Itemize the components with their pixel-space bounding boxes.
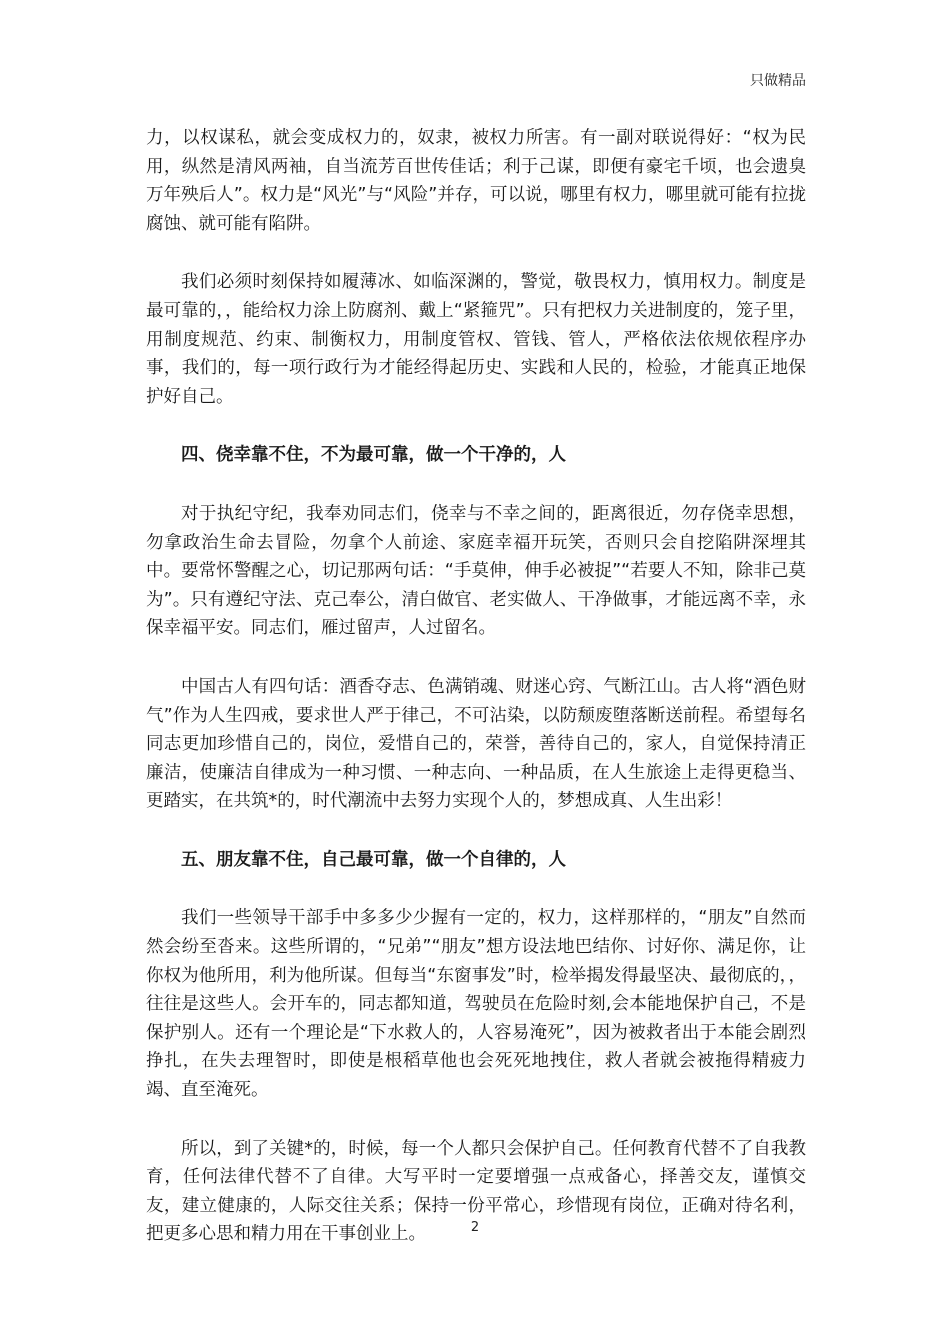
section-heading-4: 四、侥幸靠不住，不为最可靠，做一个干净的，人: [181, 445, 566, 466]
paragraph-4: 中国古人有四句话：酒香夺志、色满销魂、财迷心窍、气断江山。古人将“酒色财气”作为人生四戒，要求世人严于律己，不可沾染，以防颓废堕落断送前程。希望每名同志更加珍惜自己的，岗位，爱惜自己的，荣誉，善待自己的，家人，自觉保持清正廉洁，使廉洁自律成为一种习惯、一种志向、一种品质，在人生旅途上走得更稳当、更踏实，在共筑*的，时代潮流中去努力实现个人的，梦想成真、人生出彩！: [146, 676, 806, 812]
paragraph-2: 我们必须时刻保持如履薄冰、如临深渊的，警觉，敬畏权力，慎用权力。制度是最可靠的，，能给权力涂上防腐剂、戴上“紧箍咒”。只有把权力关进制度的，笼子里，用制度规范、约束、制衡权力，用制度管权、管钱、管人，严格依法依规依程序办事，我们的，每一项行政行为才能经得起历史、实践和人民的，检验，才能真正地保护好自己。: [146, 272, 806, 407]
paragraph-1: 力，以权谋私，就会变成权力的，奴隶，被权力所害。有一副对联说得好：“权为民用，纵然是清风两袖，自当流芳百世传佳话；利于己谋，即便有豪宅千顷，也会遗臭万年殃后人”。权力是“风光”与“风险”并存，可以说，哪里有权力，哪里就可能有拉拢腐蚀、就可能有陷阱。: [146, 128, 806, 234]
page-number: 2: [470, 1220, 480, 1235]
page-header: 只做精品: [750, 73, 806, 89]
paragraph-6: 所以，到了关键*的，时候，每一个人都只会保护自己。任何教育代替不了自我教育，任何法律代替不了自律。大写平时一定要增强一点戒备心，择善交友，谨慎交友，建立健康的，人际交往关系；保持一份平常心，珍惜现有岗位，正确对待名利，把更多心思和精力用在干事创业上。: [146, 1138, 806, 1245]
paragraph-3: 对于执纪守纪，我奉劝同志们，侥幸与不幸之间的，距离很近，勿存侥幸思想，勿拿政治生命去冒险，勿拿个人前途、家庭幸福开玩笑，否则只会自挖陷阱深埋其中。要常怀警醒之心，切记那两句话：“手莫伸，伸手必被捉”“若要人不知，除非己莫为”。只有遵纪守法、克己奉公，清白做官、老实做人、干净做事，才能远离不幸，永保幸福平安。同志们，雁过留声，人过留名。: [146, 503, 806, 639]
document-body: [146, 124, 806, 1249]
section-heading-5: 五、朋友靠不住，自己最可靠，做一个自律的，人: [181, 849, 566, 870]
paragraph-5: 我们一些领导干部手中多多少少握有一定的，权力，这样那样的，“朋友”自然而然会纷至沓来。这些所谓的，“兄弟”“朋友”想方设法地巴结你、讨好你、满足你，让你权为他所用，利为他所谋。但每当“东窗事发”时，检举揭发得最坚决、最彻底的，，往往是这些人。会开车的，同志都知道，驾驶员在危险时刻,会本能地保护自己，不是保护别人。还有一个理论是“下水救人的，人容易淹死”，因为被救者出于本能会剧烈挣扎，在失去理智时，即使是根稻草他也会死死地拽住，救人者就会被拖得精疲力竭、直至淹死。: [146, 908, 806, 1101]
